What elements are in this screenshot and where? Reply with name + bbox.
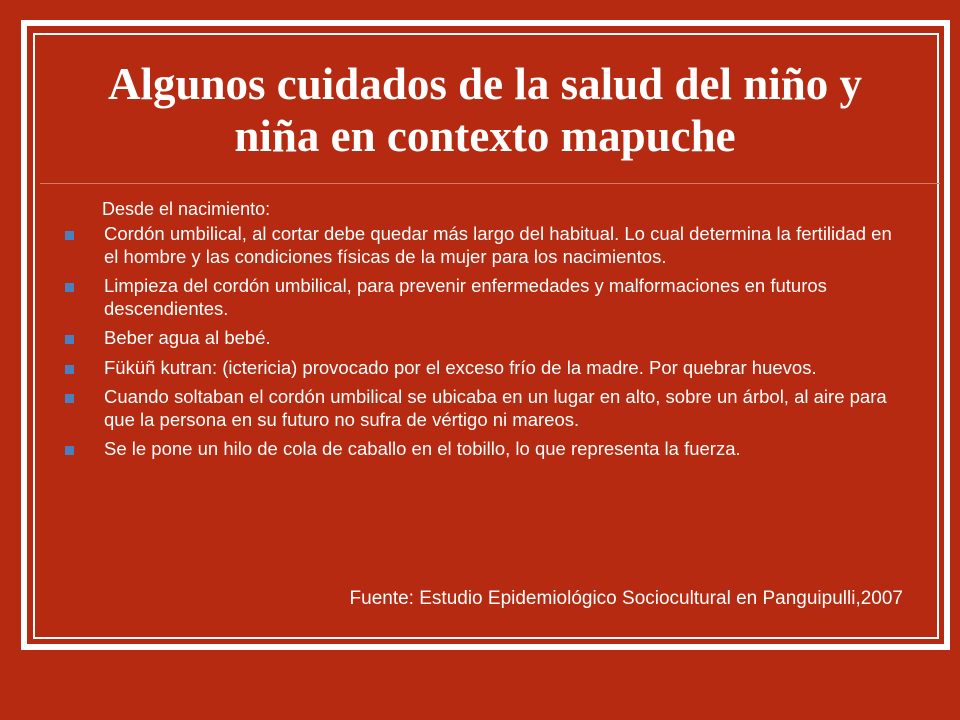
square-bullet-icon — [65, 335, 74, 344]
bullet-text: Cordón umbilical, al cortar debe quedar más largo del habitual. Lo cual determina la fertilidad en el hombre y las condiciones físicas de la mujer para los nacimientos. — [104, 223, 892, 267]
bullet-item — [60, 223, 905, 268]
bullet-list — [60, 223, 905, 468]
slide-title: Algunos cuidados de la salud del niño y niña en contexto mapuche — [107, 59, 862, 161]
bullet-text: Beber agua al bebé. — [104, 327, 271, 348]
source-citation: Fuente: Estudio Epidemiológico Sociocultural en Panguipulli,2007 — [349, 588, 903, 609]
square-bullet-icon — [65, 394, 74, 403]
title-divider — [40, 183, 940, 184]
intro-text: Desde el nacimiento: — [102, 199, 271, 219]
square-bullet-icon — [65, 365, 74, 374]
bullet-item — [60, 275, 905, 320]
bullet-item — [60, 357, 905, 380]
bullet-text: Füküñ kutran: (ictericia) provocado por el exceso frío de la madre. Por quebrar huevos. — [104, 356, 817, 378]
square-bullet-icon — [65, 231, 74, 240]
bullet-item — [60, 327, 905, 350]
bullet-item — [60, 386, 905, 431]
bullet-item — [60, 438, 905, 461]
bullet-text: Limpieza del cordón umbilical, para prevenir enfermedades y malformaciones en futuros descendientes. — [104, 275, 827, 319]
bullet-text: Se le pone un hilo de cola de caballo en el tobillo, lo que representa la fuerza. — [104, 438, 741, 459]
bullet-text: Cuando soltaban el cordón umbilical se ubicaba en un lugar en alto, sobre un árbol, al aire para que la persona en su futuro no sufra de vértigo ni mareos. — [104, 386, 887, 430]
square-bullet-icon — [65, 283, 74, 292]
square-bullet-icon — [65, 446, 74, 455]
